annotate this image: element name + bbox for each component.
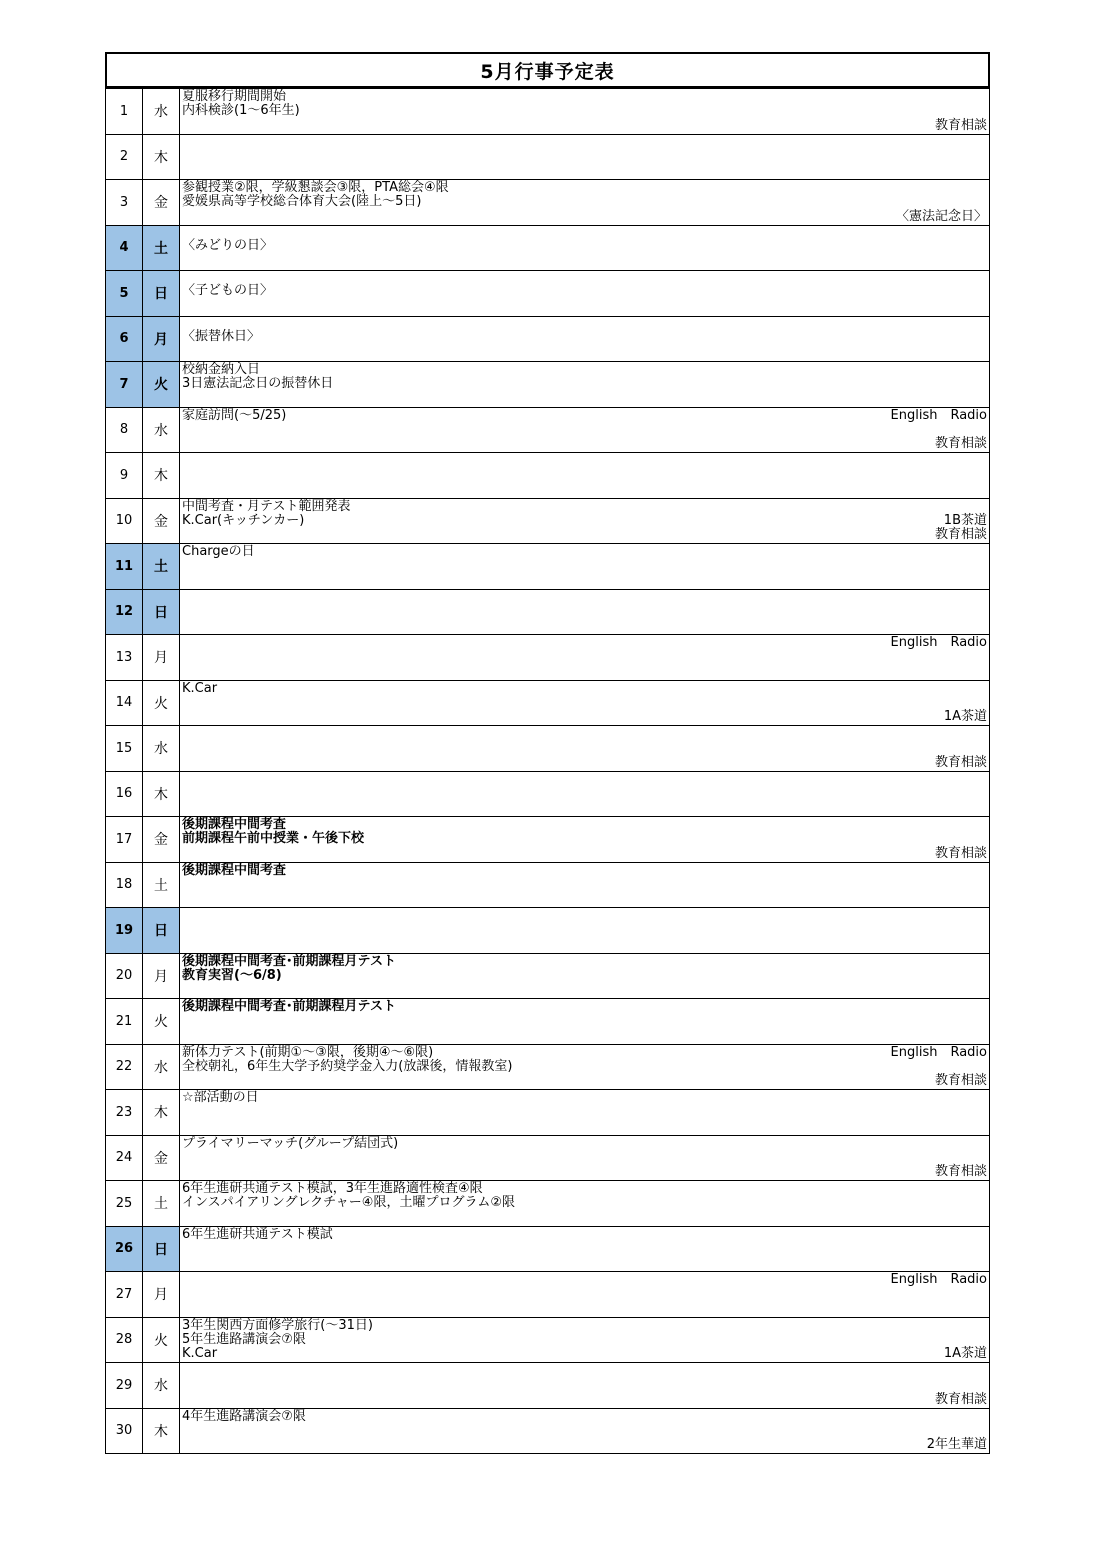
events-list <box>182 1091 259 1105</box>
schedule-body <box>106 89 990 1454</box>
events-list <box>182 90 300 118</box>
bottom-note: 2年生華道 <box>926 1437 987 1452</box>
day-of-week: 火 <box>143 680 180 726</box>
event-item: 校納金納入日 <box>182 362 261 377</box>
bottom-note: 教育相談 <box>934 527 987 542</box>
events-list <box>182 330 260 344</box>
events-cell <box>180 1272 990 1318</box>
day-number: 4 <box>106 225 143 271</box>
events-list <box>182 1228 333 1242</box>
events-list <box>182 1137 398 1151</box>
day-of-week: 金 <box>143 498 180 544</box>
top-note: English Radio <box>890 407 987 423</box>
event-item: 〈子どもの日〉 <box>182 283 274 298</box>
table-row <box>106 316 990 362</box>
event-item: 3日憲法記念日の振替休日 <box>182 376 334 391</box>
day-of-week: 金 <box>143 1135 180 1181</box>
event-item: 5年生進路講演会⑦限 <box>182 1331 306 1347</box>
day-number: 17 <box>106 817 143 863</box>
notes-column <box>891 409 987 452</box>
top-note: English Radio <box>890 1272 987 1287</box>
day-number: 25 <box>106 1181 143 1227</box>
table-row <box>106 1090 990 1136</box>
day-number: 1 <box>106 89 143 135</box>
day-number: 10 <box>106 498 143 544</box>
events-cell <box>180 1181 990 1227</box>
bottom-note: 教育相談 <box>934 845 987 861</box>
events-cell <box>180 1363 990 1409</box>
page-title: 5月行事予定表 <box>105 52 990 88</box>
day-number: 23 <box>106 1090 143 1136</box>
bottom-note: 教育相談 <box>934 1391 987 1407</box>
event-item: 後期課程中間考査･前期課程月テスト <box>182 999 396 1014</box>
events-cell <box>180 589 990 635</box>
event-item: 〈みどりの日〉 <box>182 237 274 253</box>
event-item: 内科検診(1～6年生) <box>182 103 300 118</box>
event-item: 6年生進研共通テスト模試 <box>182 1226 333 1242</box>
event-item: 教育実習(～6/8) <box>182 967 282 983</box>
day-number: 18 <box>106 862 143 908</box>
events-cell <box>180 1226 990 1272</box>
day-number: 8 <box>106 407 143 453</box>
table-row <box>106 498 990 544</box>
event-item: 〈振替休日〉 <box>182 328 261 344</box>
event-item: 全校朝礼，6年生大学予約奨学金入力(放課後，情報教室) <box>182 1058 513 1074</box>
table-row <box>106 89 990 135</box>
day-of-week: 火 <box>143 999 180 1045</box>
day-number: 20 <box>106 953 143 999</box>
notes-column <box>935 727 987 770</box>
event-item: ☆部活動の日 <box>182 1090 259 1105</box>
events-cell <box>180 635 990 681</box>
day-number: 14 <box>106 680 143 726</box>
day-of-week: 月 <box>143 1272 180 1318</box>
events-cell <box>180 225 990 271</box>
events-cell <box>180 908 990 954</box>
bottom-note: 1A茶道 <box>943 709 987 724</box>
day-of-week: 月 <box>143 635 180 681</box>
day-of-week: 土 <box>143 862 180 908</box>
events-cell <box>180 771 990 817</box>
day-of-week: 木 <box>143 1408 180 1454</box>
notes-column <box>896 181 987 224</box>
bottom-note: 1B茶道 <box>943 513 987 528</box>
day-number: 29 <box>106 1363 143 1409</box>
events-cell <box>180 1090 990 1136</box>
table-row <box>106 817 990 863</box>
day-of-week: 土 <box>143 544 180 590</box>
events-cell <box>180 862 990 908</box>
bottom-note: 教育相談 <box>934 1164 987 1179</box>
day-of-week: 金 <box>143 817 180 863</box>
events-cell <box>180 498 990 544</box>
events-list <box>182 864 286 878</box>
event-item: 参観授業②限，学級懇談会③限，PTA総会④限 <box>182 180 449 195</box>
event-item: K.Car <box>182 1345 218 1361</box>
table-row <box>106 953 990 999</box>
events-list <box>182 181 449 209</box>
notes-column <box>891 1273 987 1316</box>
events-list <box>182 545 255 559</box>
events-cell <box>180 953 990 999</box>
day-of-week: 水 <box>143 1363 180 1409</box>
schedule-table <box>105 88 990 1454</box>
day-number: 27 <box>106 1272 143 1318</box>
event-item: 4年生進路講演会⑦限 <box>182 1408 306 1424</box>
events-cell <box>180 362 990 408</box>
day-of-week: 月 <box>143 316 180 362</box>
day-number: 16 <box>106 771 143 817</box>
event-item: プライマリーマッチ(グループ結団式) <box>182 1135 399 1151</box>
events-cell <box>180 1408 990 1454</box>
events-cell <box>180 316 990 362</box>
day-of-week: 水 <box>143 1044 180 1090</box>
events-list <box>182 818 364 846</box>
table-row <box>106 589 990 635</box>
event-item: 後期課程中間考査 <box>182 817 287 832</box>
day-number: 15 <box>106 726 143 772</box>
notes-column <box>935 500 987 543</box>
event-item: 前期課程午前中授業・午後下校 <box>182 831 365 846</box>
day-number: 2 <box>106 134 143 180</box>
day-number: 28 <box>106 1317 143 1363</box>
events-cell <box>180 407 990 453</box>
events-cell <box>180 1317 990 1363</box>
day-of-week: 金 <box>143 180 180 226</box>
day-number: 5 <box>106 271 143 317</box>
notes-column <box>944 682 987 725</box>
events-list <box>182 1046 512 1074</box>
table-row <box>106 1363 990 1409</box>
event-item: 愛媛県高等学校総合体育大会(陸上～5日) <box>182 194 422 209</box>
event-item: 3年生関西方面修学旅行(～31日) <box>182 1317 373 1333</box>
table-row <box>106 1408 990 1454</box>
bottom-note: 〈憲法記念日〉 <box>895 208 987 224</box>
notes-column <box>935 1137 987 1180</box>
event-item: 夏服移行期間開始 <box>182 89 287 104</box>
event-item: インスパイアリングレクチャー④限，土曜プログラム②限 <box>182 1195 515 1210</box>
notes-column <box>935 1364 987 1407</box>
day-of-week: 水 <box>143 726 180 772</box>
day-of-week: 火 <box>143 1317 180 1363</box>
events-cell <box>180 999 990 1045</box>
table-row <box>106 908 990 954</box>
events-cell <box>180 680 990 726</box>
day-of-week: 木 <box>143 1090 180 1136</box>
events-list <box>182 284 273 298</box>
events-cell <box>180 180 990 226</box>
events-list <box>182 500 350 528</box>
event-item: 後期課程中間考査 <box>182 862 287 878</box>
day-number: 3 <box>106 180 143 226</box>
events-list <box>182 1319 373 1361</box>
schedule-sheet <box>105 52 990 1454</box>
notes-column <box>891 1046 987 1089</box>
events-list <box>182 1182 515 1210</box>
event-item: Chargeの日 <box>182 544 255 559</box>
event-item: K.Car <box>182 680 218 696</box>
table-row <box>106 544 990 590</box>
day-number: 11 <box>106 544 143 590</box>
events-cell <box>180 271 990 317</box>
day-number: 24 <box>106 1135 143 1181</box>
table-row <box>106 407 990 453</box>
events-cell <box>180 1044 990 1090</box>
event-item: 中間考査・月テスト範囲発表 <box>182 498 351 514</box>
day-number: 22 <box>106 1044 143 1090</box>
notes-column <box>927 1410 987 1453</box>
table-row <box>106 1044 990 1090</box>
day-number: 21 <box>106 999 143 1045</box>
events-list <box>182 682 217 696</box>
day-number: 12 <box>106 589 143 635</box>
event-item: 家庭訪問(～5/25) <box>182 407 287 423</box>
day-number: 30 <box>106 1408 143 1454</box>
table-row <box>106 771 990 817</box>
day-number: 19 <box>106 908 143 954</box>
event-item: 後期課程中間考査･前期課程月テスト <box>182 953 396 969</box>
day-number: 9 <box>106 453 143 499</box>
table-row <box>106 362 990 408</box>
events-list <box>182 1410 306 1424</box>
day-of-week: 日 <box>143 1226 180 1272</box>
events-cell <box>180 817 990 863</box>
day-of-week: 木 <box>143 134 180 180</box>
events-list <box>182 955 396 983</box>
table-row <box>106 1272 990 1318</box>
table-row <box>106 1317 990 1363</box>
table-row <box>106 999 990 1045</box>
bottom-note: 教育相談 <box>934 754 987 770</box>
day-of-week: 木 <box>143 453 180 499</box>
day-of-week: 水 <box>143 407 180 453</box>
day-of-week: 火 <box>143 362 180 408</box>
day-of-week: 土 <box>143 225 180 271</box>
events-list <box>182 239 273 253</box>
bottom-note: 教育相談 <box>934 436 987 451</box>
table-row <box>106 862 990 908</box>
day-of-week: 月 <box>143 953 180 999</box>
table-row <box>106 1135 990 1181</box>
events-cell <box>180 1135 990 1181</box>
day-of-week: 日 <box>143 271 180 317</box>
day-number: 26 <box>106 1226 143 1272</box>
top-note: English Radio <box>890 635 987 650</box>
event-item: 新体力テスト(前期①～③限，後期④～⑥限) <box>182 1044 434 1060</box>
events-cell <box>180 89 990 135</box>
event-item: K.Car(キッチンカー) <box>182 512 305 528</box>
notes-column <box>944 1319 987 1362</box>
event-item: 6年生進研共通テスト模試，3年生進路適性検査④限 <box>182 1181 483 1196</box>
bottom-note: 教育相談 <box>934 117 987 133</box>
table-row <box>106 680 990 726</box>
table-row <box>106 134 990 180</box>
bottom-note: 1A茶道 <box>943 1346 987 1361</box>
day-number: 6 <box>106 316 143 362</box>
events-list <box>182 363 333 391</box>
notes-column <box>935 90 987 133</box>
events-cell <box>180 726 990 772</box>
events-cell <box>180 544 990 590</box>
day-number: 13 <box>106 635 143 681</box>
day-of-week: 日 <box>143 908 180 954</box>
day-of-week: 土 <box>143 1181 180 1227</box>
bottom-note: 教育相談 <box>934 1073 987 1088</box>
table-row <box>106 726 990 772</box>
table-row <box>106 1181 990 1227</box>
table-row <box>106 453 990 499</box>
table-row <box>106 180 990 226</box>
events-list <box>182 1000 396 1014</box>
day-of-week: 日 <box>143 589 180 635</box>
day-number: 7 <box>106 362 143 408</box>
top-note: English Radio <box>890 1044 987 1060</box>
table-row <box>106 225 990 271</box>
notes-column <box>891 636 987 679</box>
table-row <box>106 635 990 681</box>
table-row <box>106 1226 990 1272</box>
notes-column <box>935 818 987 861</box>
events-list <box>182 409 286 423</box>
events-cell <box>180 453 990 499</box>
day-of-week: 木 <box>143 771 180 817</box>
table-row <box>106 271 990 317</box>
day-of-week: 水 <box>143 89 180 135</box>
events-cell <box>180 134 990 180</box>
